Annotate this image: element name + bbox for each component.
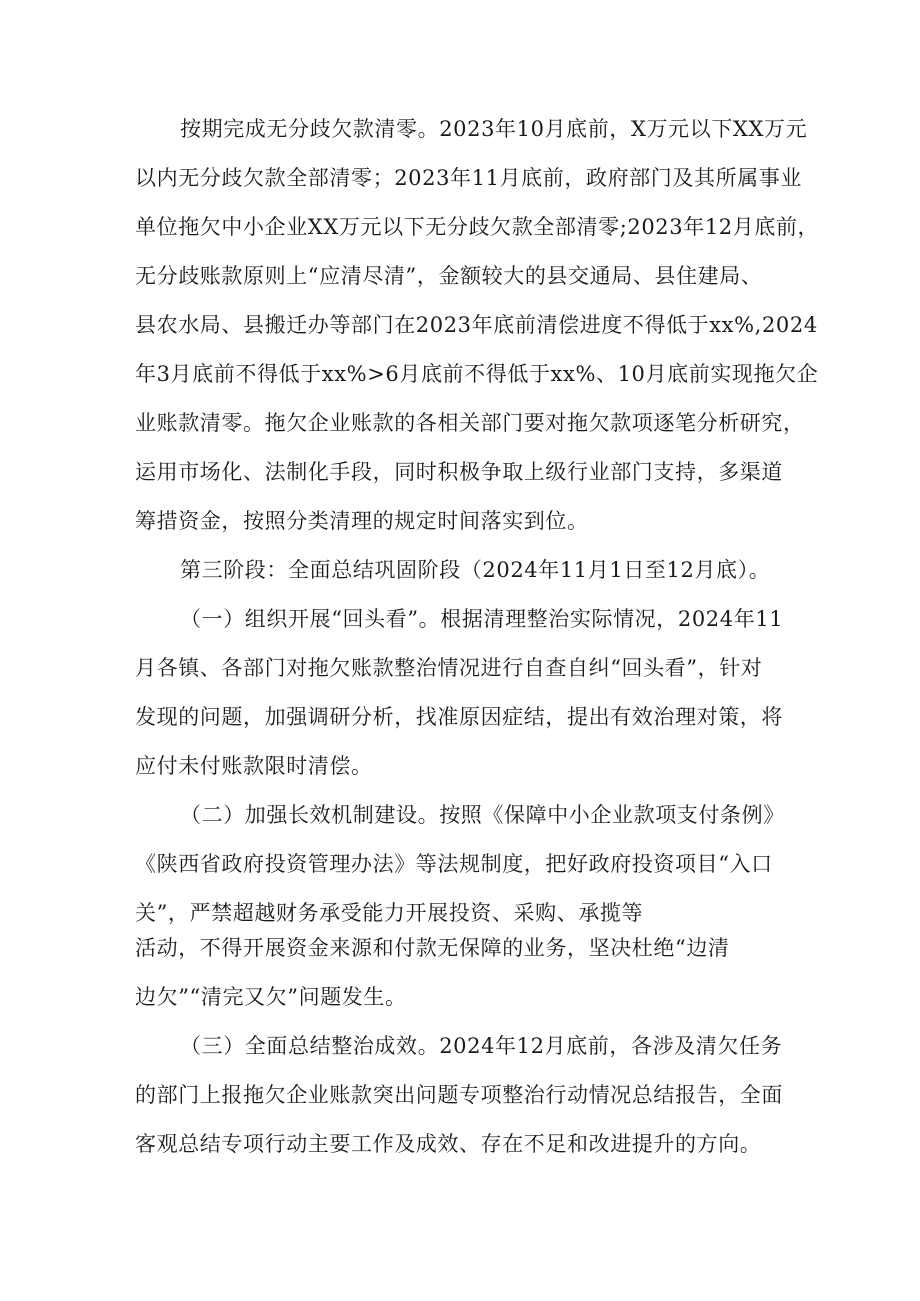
paragraph-1-line-6: 年3月底前不得低于xx%>6月底前不得低于xx%、10月底前实现拖欠企 (135, 362, 819, 386)
paragraph-4-line-3: 关”，严禁超越财务承受能力开展投资、采购、承揽等 (135, 901, 644, 925)
paragraph-1-line-3: 单位拖欠中小企业XX万元以下无分歧欠款全部清零;2023年12月底前， (135, 215, 820, 239)
paragraph-4-line-4: 活动，不得开展资金来源和付款无保障的业务，坚决杜绝“边清 (135, 936, 730, 960)
paragraph-1-line-8: 运用市场化、法制化手段，同时积极争取上级行业部门支持，多渠道 (135, 460, 783, 484)
paragraph-1-line-9: 筹措资金，按照分类清理的规定时间落实到位。 (135, 509, 589, 533)
paragraph-5-line-2: 的部门上报拖欠企业账款突出问题专项整治行动情况总结报告，全面 (135, 1083, 783, 1107)
paragraph-4-line-2: 《陕西省政府投资管理办法》等法规制度，把好政府投资项目“入口 (135, 852, 773, 876)
paragraph-3-line-3: 发现的问题，加强调研分析，找准原因症结，提出有效治理对策，将 (135, 705, 783, 729)
paragraph-1-line-5: 县农水局、县搬迁办等部门在2023年底前清偿进度不得低于xx%,2024 (135, 313, 818, 337)
paragraph-5-line-1: （三）全面总结整治成效。2024年12月底前，各涉及清欠任务 (180, 1034, 783, 1058)
paragraph-1-line-2: 以内无分歧欠款全部清零；2023年11月底前，政府部门及其所属事业 (135, 166, 802, 190)
paragraph-5-line-3: 客观总结专项行动主要工作及成效、存在不足和改进提升的方向。 (135, 1132, 762, 1156)
paragraph-2-line-1: 第三阶段：全面总结巩固阶段（2024年11月1日至12月底）。 (180, 558, 771, 582)
paragraph-3-line-4: 应付未付账款限时清偿。 (135, 754, 373, 778)
paragraph-1-line-1: 按期完成无分歧欠款清零。2023年10月底前，X万元以下XX万元 (180, 117, 808, 141)
paragraph-4-line-1: （二）加强长效机制建设。按照《保障中小企业款项支付条例》 (180, 803, 785, 827)
paragraph-1-line-4: 无分歧账款原则上“应清尽清”，金额较大的县交通局、县住建局、 (135, 264, 763, 288)
paragraph-3-line-2: 月各镇、各部门对拖欠账款整治情况进行自查自纠“回头看”，针对 (135, 656, 763, 680)
paragraph-1-line-7: 业账款清零。拖欠企业账款的各相关部门要对拖欠款项逐笔分析研究， (135, 411, 805, 435)
paragraph-3-line-1: （一）组织开展“回头看”。根据清理整治实际情况，2024年11 (180, 607, 784, 631)
paragraph-4-line-5: 边欠”“清完又欠”问题发生。 (135, 985, 407, 1009)
